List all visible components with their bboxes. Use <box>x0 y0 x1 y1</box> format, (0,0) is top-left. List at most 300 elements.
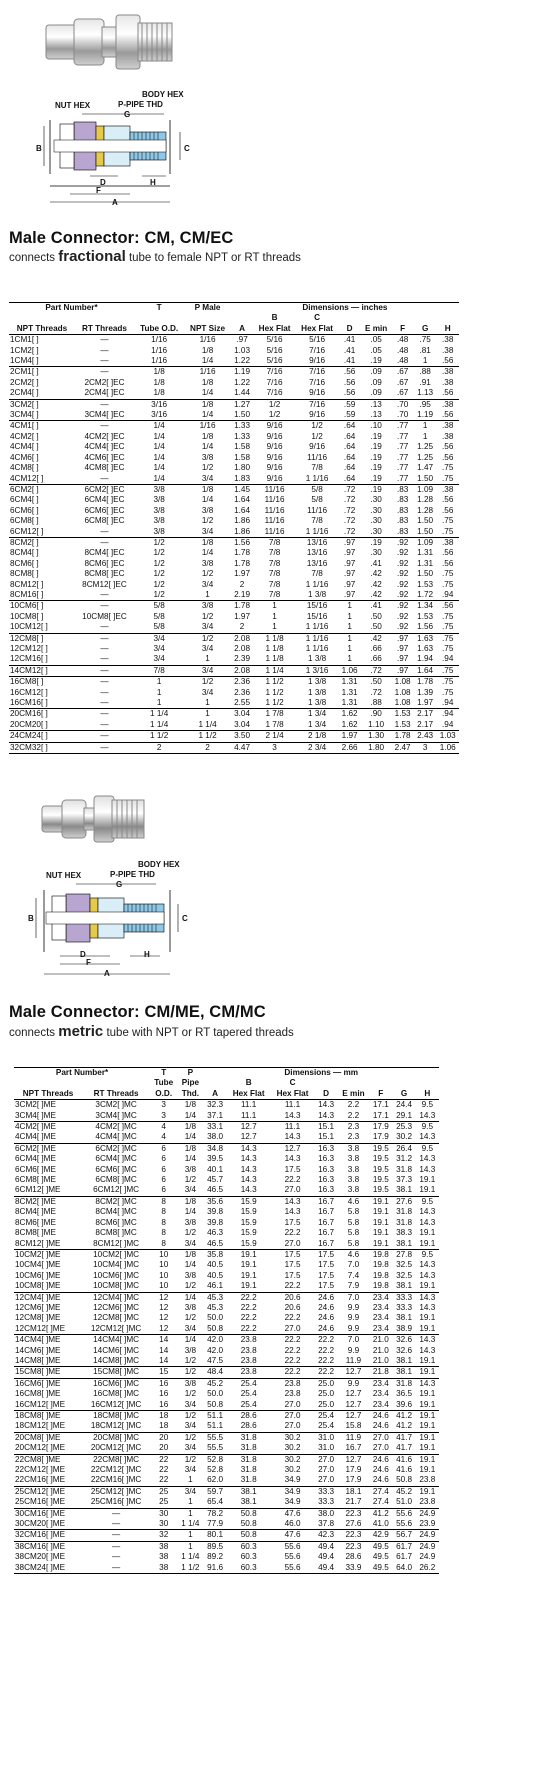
dim-f-cell: .97 <box>391 665 414 676</box>
tube-od-cell: 38 <box>159 1552 169 1562</box>
dim-a-cell: 45.3 <box>207 1302 224 1312</box>
dim-h-cell: .38 <box>436 367 459 378</box>
pipe-size-cell: 1/4 <box>201 548 214 558</box>
dim-d-cell: .97 <box>343 579 356 589</box>
rt-cell: — <box>100 687 109 697</box>
dim-e-cell: 2.2 <box>347 1110 360 1120</box>
pipe-size-cell: 3/4 <box>201 473 214 483</box>
dim-a-cell: 50.0 <box>207 1389 224 1399</box>
table-row <box>14 1271 439 1281</box>
pipe-size-cell: 1/8 <box>184 1100 197 1110</box>
tube-od-cell: 22 <box>159 1475 169 1485</box>
dim-e-cell: .50 <box>370 622 382 632</box>
subtitle-suffix: tube with NPT or RT tapered threads <box>103 1027 294 1039</box>
tube-od-cell: 1/8 <box>153 377 165 387</box>
dim-e-cell: 28.6 <box>345 1552 362 1562</box>
dim-c-cell: 14.3 <box>284 1207 301 1217</box>
pipe-size-cell: 1 <box>177 1530 203 1541</box>
table-row <box>14 1530 439 1541</box>
npt-cell: 12CM4[ ]ME <box>14 1292 82 1303</box>
dim-g-cell: 1.25 <box>417 452 434 462</box>
npt-cell: 8CM12[ ]ME <box>15 1238 61 1248</box>
dim-h-cell: .75 <box>442 526 454 536</box>
dim-f-cell: 19.5 <box>372 1164 389 1174</box>
dim-c-cell: 23.8 <box>284 1389 301 1399</box>
rt-cell: — <box>100 345 109 355</box>
dim-b-cell: 1 7/8 <box>265 719 284 729</box>
dim-g-cell: 31.8 <box>396 1164 412 1174</box>
tube-od-cell: 38 <box>150 1563 177 1574</box>
dim-c-cell: 7/16 <box>309 345 326 355</box>
dim-g-cell: .81 <box>419 345 431 355</box>
pipe-size-cell: 1/8 <box>201 377 214 387</box>
npt-cell: 20CM8[ ]ME <box>14 1432 82 1443</box>
dim-g-cell: 55.6 <box>392 1508 415 1519</box>
dim-e-cell: 22.3 <box>338 1530 369 1541</box>
dim-c-cell: 7/16 <box>296 367 339 378</box>
tube-od-cell: 32 <box>150 1530 177 1541</box>
dim-a-cell: 1.80 <box>234 463 251 473</box>
dim-c-cell: 1 1/16 <box>305 644 329 653</box>
dim-a-cell: 89.5 <box>203 1541 226 1552</box>
dim-a-cell: 1.97 <box>234 611 251 621</box>
tube-od-cell: 3/16 <box>151 410 168 420</box>
dim-c-cell: 5/8 <box>296 484 339 495</box>
npt-cell: 12CM16[ ] <box>10 654 48 664</box>
dim-a-cell: 46.3 <box>207 1228 224 1238</box>
npt-cell: 20CM16[ ] <box>9 709 75 720</box>
npt-cell: 10CM8[ ] <box>10 611 44 621</box>
dim-a-label: A <box>104 969 110 978</box>
npt-cell: 12CM6[ ]ME <box>15 1302 61 1312</box>
dim-e-cell: 9.9 <box>338 1378 369 1389</box>
dim-a-cell: 40.5 <box>207 1260 224 1270</box>
dim-e-cell: .13 <box>361 399 392 410</box>
tube-od-cell: 8 <box>161 1228 166 1238</box>
dim-d-cell: .64 <box>343 442 356 452</box>
npt-cell: 4CM2[ ] <box>10 431 39 441</box>
dim-g-cell: 1.19 <box>417 410 434 420</box>
table-row <box>14 1389 439 1399</box>
rt-cell: 12CM8[ ]MC <box>93 1313 140 1323</box>
tube-od-cell: 10 <box>150 1249 177 1260</box>
dim-e-cell: 9.9 <box>347 1302 360 1312</box>
dim-h-cell: 14.3 <box>419 1207 436 1217</box>
dim-f-cell: 49.5 <box>369 1563 392 1574</box>
dim-h-cell: 19.1 <box>416 1454 439 1465</box>
dim-g-cell: 1.94 <box>417 654 434 664</box>
table-row <box>9 474 459 485</box>
dim-b-cell: 11.1 <box>240 1100 257 1110</box>
table-row <box>14 1541 439 1552</box>
npt-cell: 12CM12[ ]ME <box>15 1323 66 1333</box>
table-row <box>14 1185 439 1196</box>
hex-flat-b-header: Hex Flat <box>227 1089 271 1100</box>
dim-a-cell: 48.4 <box>203 1367 226 1378</box>
dim-b-cell: 1 1/8 <box>253 633 296 644</box>
dim-f-cell: 19.5 <box>372 1154 389 1164</box>
dim-f-cell: .92 <box>391 601 414 612</box>
tube-od-cell: 6 <box>161 1154 166 1164</box>
dim-b-cell: 11/16 <box>264 516 285 526</box>
d-header: D <box>338 324 361 335</box>
dim-a-cell: 1.03 <box>234 345 251 355</box>
npt-cell: 10CM4[ ]ME <box>15 1260 61 1270</box>
dim-g-label: G <box>124 110 131 119</box>
table-row <box>9 399 459 410</box>
dim-b-cell: 7/16 <box>253 367 296 378</box>
npt-cell: 4CM4[ ]ME <box>15 1132 56 1142</box>
dim-c-cell: 55.6 <box>271 1563 315 1574</box>
npt-cell: 3CM2[ ]ME <box>15 1100 56 1110</box>
pipe-size-cell: 1/4 <box>184 1110 197 1120</box>
dim-e-cell: .50 <box>370 611 382 621</box>
dim-g-cell: 38.1 <box>396 1185 412 1195</box>
dim-h-label: H <box>144 950 150 959</box>
dim-h-cell: 19.1 <box>419 1421 436 1431</box>
dim-d-cell: .64 <box>343 452 356 462</box>
pipe-size-cell: 1 1/2 <box>177 1563 203 1574</box>
npt-cell: 3CM4[ ]ME <box>15 1110 56 1120</box>
npt-cell: 2CM2[ ] <box>10 377 39 387</box>
dim-g-cell: 31.8 <box>396 1217 412 1227</box>
spec-table-body <box>9 335 459 754</box>
dim-h-cell: 14.3 <box>419 1260 436 1270</box>
dim-g-cell: 1.09 <box>414 484 437 495</box>
dim-e-cell: 18.1 <box>338 1486 369 1497</box>
tube-od-cell: 3/8 <box>153 526 165 536</box>
dim-d-cell: .97 <box>343 558 356 568</box>
rt-cell: 6CM2[ ]EC <box>75 484 134 495</box>
pipe-size-cell: 3/8 <box>184 1345 197 1355</box>
pipe-size-cell: 1/2 <box>184 1355 197 1365</box>
dim-a-cell: 34.8 <box>203 1143 226 1154</box>
dim-b-cell: 14.3 <box>227 1143 271 1154</box>
dim-g-cell: 1.53 <box>417 611 434 621</box>
npt-cell: 22CM8[ ]ME <box>14 1454 82 1465</box>
dim-b-label: B <box>28 914 34 923</box>
dim-c-cell: 27.0 <box>284 1399 301 1409</box>
dim-h-cell: 14.3 <box>416 1335 439 1346</box>
dim-b-cell: 1 7/8 <box>253 709 296 720</box>
dim-b-cell: 14.3 <box>240 1185 257 1195</box>
rt-cell: 10CM8[ ]MC <box>93 1281 140 1291</box>
dim-e-cell: .19 <box>361 484 392 495</box>
dim-h-cell: 19.1 <box>416 1486 439 1497</box>
dim-f-cell: .92 <box>396 548 409 558</box>
table-row <box>14 1175 439 1185</box>
rt-cell: — <box>75 709 134 720</box>
dim-g-cell: 51.0 <box>396 1497 412 1507</box>
dim-g-cell: 2.43 <box>414 731 437 742</box>
dim-a-cell: 46.5 <box>207 1185 224 1195</box>
dim-e-cell: 12.7 <box>345 1389 362 1399</box>
dim-d-cell: 24.6 <box>318 1323 335 1333</box>
dim-d-cell: 15.1 <box>318 1132 335 1142</box>
tube-od-cell: 3/8 <box>153 505 165 515</box>
dim-a-cell: 55.5 <box>207 1443 224 1453</box>
dim-f-cell: 19.1 <box>372 1217 389 1227</box>
dim-c-cell: 1 3/8 <box>307 687 327 697</box>
npt-cell: 1CM4[ ] <box>10 356 39 366</box>
section-title-metric: Male Connector: CM/ME, CM/MC <box>9 1003 266 1021</box>
dim-a-cell: 40.1 <box>207 1164 224 1174</box>
dim-h-cell: .75 <box>442 687 454 697</box>
dim-b-cell: 14.3 <box>240 1164 257 1174</box>
table-row <box>14 1111 439 1122</box>
dim-h-cell: 19.1 <box>419 1323 436 1333</box>
tube-od-cell: 1/2 <box>153 589 165 599</box>
rt-cell: — <box>100 644 109 653</box>
dim-a-label: A <box>112 198 118 207</box>
dim-e-cell: 7.0 <box>338 1292 369 1303</box>
dim-a-cell: 1.86 <box>234 526 251 536</box>
t-header: T <box>134 303 184 314</box>
dim-g-cell: 1.53 <box>417 579 434 589</box>
npt-size-header: NPT Size <box>184 324 231 335</box>
pipe-size-cell: 3/8 <box>201 452 214 462</box>
dim-e-cell: 27.6 <box>345 1519 362 1529</box>
table-row <box>14 1324 439 1335</box>
dim-c-cell: 13/16 <box>296 537 339 548</box>
dim-f-label: F <box>96 186 101 195</box>
dim-a-cell: 91.6 <box>203 1563 226 1574</box>
dim-e-cell: 5.8 <box>347 1238 360 1248</box>
dim-c-cell: 55.6 <box>271 1541 315 1552</box>
section-subtitle-metric <box>9 1024 309 1041</box>
dim-f-cell: 19.1 <box>372 1238 389 1248</box>
g-header: G <box>414 324 437 335</box>
dim-c-cell: 1 3/8 <box>296 677 339 688</box>
pipe-size-cell: 1/16 <box>184 421 231 432</box>
dim-f-cell: 23.4 <box>372 1302 389 1312</box>
dim-d-cell: 16.7 <box>314 1196 337 1207</box>
dim-a-cell: 39.8 <box>207 1217 224 1227</box>
dim-a-cell: 1.44 <box>234 388 251 398</box>
dim-d-cell: .56 <box>338 367 361 378</box>
dim-b-cell: 31.8 <box>227 1454 271 1465</box>
subtitle-prefix: connects <box>9 252 59 264</box>
dim-a-cell: 1.78 <box>234 548 251 558</box>
tube-od-cell: 1/2 <box>134 537 184 548</box>
dim-g-cell: 50.8 <box>396 1475 412 1485</box>
dim-c-cell: 15/16 <box>306 611 328 621</box>
dim-d-cell: 15.1 <box>314 1122 337 1133</box>
table-row <box>14 1367 439 1378</box>
dim-h-cell: .75 <box>436 677 459 688</box>
pipe-size-cell: 1 <box>205 654 210 664</box>
table-row <box>14 1292 439 1303</box>
dim-c-cell: 20.6 <box>284 1302 301 1312</box>
dim-f-cell: 23.4 <box>372 1389 389 1399</box>
dim-h-cell: 19.1 <box>419 1185 436 1195</box>
dim-f-cell: 19.5 <box>372 1175 389 1185</box>
npt-cell: 6CM6[ ]ME <box>15 1164 56 1174</box>
dim-b-cell: 11/16 <box>264 505 285 515</box>
dim-b-cell: 14.3 <box>240 1154 257 1164</box>
dim-f-cell: 1.08 <box>391 677 414 688</box>
dim-a-cell: 1.33 <box>231 421 254 432</box>
rt-cell: 4CM6[ ]EC <box>84 452 125 462</box>
dim-e-cell: 9.9 <box>347 1323 360 1333</box>
pipe-size-cell: 1/2 <box>177 1432 203 1443</box>
dim-b-cell: 25.4 <box>240 1389 257 1399</box>
dim-c-cell: 14.3 <box>284 1154 301 1164</box>
dim-c-cell: 9/16 <box>309 410 326 420</box>
npt-cell: 4CM4[ ] <box>10 442 39 452</box>
dim-g-cell: 1.63 <box>417 644 434 653</box>
dim-c-cell: 11/16 <box>307 505 328 515</box>
rt-cell: 4CM4[ ]MC <box>95 1132 137 1142</box>
dim-d-cell: 16.7 <box>318 1228 335 1238</box>
dim-d-cell: 33.3 <box>314 1486 337 1497</box>
rt-cell: 10CM4[ ]MC <box>93 1260 140 1270</box>
tube-od-cell: 12 <box>159 1313 169 1323</box>
tube-od-cell: 3/4 <box>153 644 165 653</box>
dim-h-cell: 24.9 <box>416 1530 439 1541</box>
table-row <box>14 1432 439 1443</box>
tube-od-cell: 1 <box>156 698 162 708</box>
npt-cell: 4CM8[ ] <box>10 463 39 473</box>
npt-cell: 30CM20[ ]ME <box>15 1519 66 1529</box>
dim-c-cell: 7/16 <box>309 377 326 387</box>
dim-f-cell: 17.9 <box>369 1122 392 1133</box>
dim-f-cell: 49.5 <box>372 1552 389 1562</box>
pipe-size-cell: 1 1/2 <box>184 731 231 742</box>
dim-h-cell: 19.1 <box>419 1238 436 1248</box>
pipe-size-cell: 3/4 <box>184 1399 197 1409</box>
dim-a-cell: 1.97 <box>234 569 251 579</box>
dim-a-cell: 1.83 <box>234 473 251 483</box>
rt-cell: 10CM6[ ]MC <box>93 1270 140 1280</box>
tube-od-cell: 8 <box>161 1207 166 1217</box>
dim-h-cell: 19.1 <box>419 1228 436 1238</box>
dim-b-cell: 22.2 <box>240 1302 257 1312</box>
dim-e-cell: .30 <box>370 548 382 558</box>
npt-cell: 8CM8[ ]ME <box>15 1228 56 1238</box>
dim-f-cell: .77 <box>396 452 409 462</box>
dim-d-cell: 16.3 <box>318 1154 335 1164</box>
dim-e-cell: 7.9 <box>347 1281 360 1291</box>
dim-g-cell: 45.2 <box>392 1486 415 1497</box>
dim-a-cell: 77.9 <box>207 1519 224 1529</box>
dim-d-cell: 22.2 <box>318 1345 335 1355</box>
dim-e-cell: 5.8 <box>347 1228 360 1238</box>
dim-c-cell: 15/16 <box>296 601 339 612</box>
dim-h-cell: .75 <box>442 622 454 632</box>
part-number-header: Part Number* <box>14 1068 150 1079</box>
h-header: H <box>436 324 459 335</box>
dim-d-cell: 22.2 <box>314 1367 337 1378</box>
spec-table-body <box>14 1100 439 1574</box>
table-row <box>9 633 459 644</box>
rt-cell: — <box>100 335 109 345</box>
dim-f-cell: .92 <box>396 611 409 621</box>
b-header: B <box>271 313 278 323</box>
dim-a-cell: 2.08 <box>231 665 254 676</box>
npt-cell: 16CM8[ ] <box>9 677 75 688</box>
npt-cell: 8CM2[ ]ME <box>14 1196 82 1207</box>
npt-cell: 38CM20[ ]ME <box>15 1552 66 1562</box>
dim-h-cell: 19.1 <box>419 1389 436 1399</box>
dim-a-cell: 2.39 <box>234 654 251 664</box>
rt-cell: 8CM12[ ]MC <box>93 1238 140 1248</box>
dim-f-cell: 19.8 <box>369 1249 392 1260</box>
dim-g-cell: 55.6 <box>396 1519 412 1529</box>
dim-f-cell: .48 <box>396 345 409 355</box>
t-header: T <box>150 1068 177 1079</box>
tube-od-cell: 4 <box>150 1122 177 1133</box>
tube-od-cell: 3/16 <box>134 399 184 410</box>
dim-c-cell: 22.2 <box>271 1335 315 1346</box>
dim-a-cell: 2 <box>239 622 245 632</box>
dim-c-cell: 1 3/8 <box>307 654 327 664</box>
dim-c-cell: 34.9 <box>271 1486 315 1497</box>
dim-f-cell: .67 <box>396 388 409 398</box>
dim-e-cell: 4.6 <box>338 1196 369 1207</box>
table-row <box>9 421 459 432</box>
dim-d-cell: .97 <box>343 589 356 599</box>
npt-cell: 16CM16[ ] <box>10 698 48 708</box>
dim-h-cell: .75 <box>442 579 454 589</box>
dim-g-cell: 1.50 <box>417 526 434 536</box>
tube-od-cell: 20 <box>159 1443 169 1453</box>
dim-c-cell: 9/16 <box>309 388 326 398</box>
tube-od-cell: 20 <box>150 1432 177 1443</box>
rt-cell: 6CM4[ ]MC <box>95 1154 137 1164</box>
dim-c-cell: 30.2 <box>284 1465 301 1475</box>
dim-g-cell: 1.50 <box>417 516 434 526</box>
dimension-diagram <box>30 88 205 210</box>
tube-od-cell: 16 <box>159 1399 169 1409</box>
rt-cell: — <box>100 473 109 483</box>
dim-f-cell: 49.5 <box>369 1541 392 1552</box>
dim-d-cell: .59 <box>338 399 361 410</box>
dim-h-cell: .56 <box>442 410 454 420</box>
dim-c-cell: 17.5 <box>284 1217 301 1227</box>
table-row <box>9 516 459 526</box>
dim-a-cell: 33.1 <box>203 1122 226 1133</box>
npt-cell: 8CM2[ ] <box>9 537 75 548</box>
dim-b-cell: 50.8 <box>227 1508 271 1519</box>
dim-c-cell: 22.2 <box>284 1228 301 1238</box>
dim-g-cell: 41.2 <box>396 1421 412 1431</box>
dim-f-cell: .97 <box>396 644 409 653</box>
dim-b-cell: 1 1/2 <box>253 677 296 688</box>
dim-c-cell: 17.5 <box>284 1270 301 1280</box>
dim-f-cell: 23.4 <box>372 1399 389 1409</box>
npt-cell: 6CM8[ ]ME <box>15 1175 56 1185</box>
dim-g-cell: 1.39 <box>417 687 434 697</box>
dim-g-cell: 33.3 <box>396 1302 412 1312</box>
pipe-size-cell: 3/4 <box>201 622 214 632</box>
dim-b-cell: 7/16 <box>266 388 283 398</box>
dim-b-cell: 28.6 <box>240 1421 257 1431</box>
table-row <box>14 1454 439 1465</box>
dim-b-cell: 25.4 <box>240 1399 257 1409</box>
rt-cell: 22CM16[ ]MC <box>90 1475 142 1485</box>
table-row <box>9 335 459 346</box>
dim-f-cell: .77 <box>396 473 409 483</box>
pipe-header: Pipe <box>181 1078 200 1088</box>
dim-h-cell: 1.03 <box>436 731 459 742</box>
dim-b-cell: 7/8 <box>268 569 281 579</box>
dim-b-cell: 19.1 <box>240 1260 257 1270</box>
dim-a-cell: 3.04 <box>231 709 254 720</box>
dim-e-cell: 11.9 <box>345 1355 362 1365</box>
rt-cell: 8CM4[ ]EC <box>84 548 125 558</box>
dim-h-cell: .56 <box>442 558 454 568</box>
